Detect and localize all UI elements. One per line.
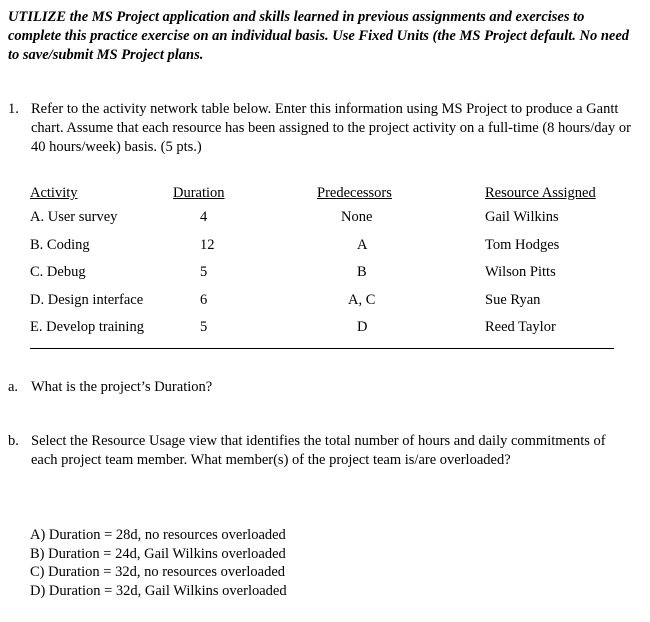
table-row <box>28 264 614 292</box>
cell-predecessors: D <box>357 319 368 335</box>
header-activity: Activity <box>30 185 78 201</box>
question-b-text: Select the Resource Usage view that identifies the total number of hours and daily commitments of each project team member. What member(s) of the project team is/are overloaded? <box>31 433 606 468</box>
cell-predecessors: A, C <box>348 291 376 308</box>
cell-resource: Gail Wilkins <box>485 209 559 225</box>
question-1-text: Refer to the activity network table below. Enter this information using MS Project to produce a Gantt chart. Assume that each resource has been assigned to the project activity on a full-time (8 hours/day or 40 hours/week) basis. (5 pts.) <box>31 101 631 155</box>
table-bottom-rule <box>30 348 614 349</box>
activity-table <box>28 185 614 347</box>
cell-resource: Sue Ryan <box>485 291 541 308</box>
question-1-number: 1. <box>8 101 19 117</box>
cell-resource: Wilson Pitts <box>485 264 556 280</box>
table-header-row <box>28 185 614 209</box>
cell-resource: Reed Taylor <box>485 319 556 335</box>
cell-predecessors: None <box>341 209 373 225</box>
header-predecessors: Predecessors <box>317 185 392 201</box>
instructions-paragraph: UTILIZE the MS Project application and skills learned in previous assignments and exercises to complete this practice exercise on an individual basis. Use Fixed Units (the MS Project default. No need to save/submit MS Project plans. <box>8 9 630 63</box>
choice-d[interactable]: D) Duration = 32d, Gail Wilkins overloaded <box>30 582 287 599</box>
table-row <box>28 237 614 265</box>
cell-duration: 12 <box>200 236 215 253</box>
cell-activity: B. Coding <box>30 236 90 253</box>
header-duration: Duration <box>173 185 225 201</box>
cell-activity: E. Develop training <box>30 319 144 335</box>
cell-activity: D. Design interface <box>30 291 144 308</box>
cell-activity: C. Debug <box>30 264 86 280</box>
cell-predecessors: B <box>357 264 367 280</box>
answer-choices <box>30 526 287 600</box>
cell-duration: 5 <box>200 264 208 280</box>
table-row <box>28 319 614 347</box>
choice-b[interactable]: B) Duration = 24d, Gail Wilkins overloaded <box>30 545 286 562</box>
cell-duration: 4 <box>200 209 208 225</box>
cell-predecessors: A <box>357 236 368 253</box>
choice-a[interactable]: A) Duration = 28d, no resources overloaded <box>30 527 286 543</box>
question-a-text: What is the project’s Duration? <box>31 379 213 395</box>
cell-duration: 6 <box>200 291 208 308</box>
question-a-label: a. <box>8 379 19 395</box>
table-row <box>28 292 614 320</box>
question-b-label: b. <box>8 433 19 449</box>
cell-duration: 5 <box>200 319 208 335</box>
header-resource: Resource Assigned <box>485 185 596 201</box>
cell-activity: A. User survey <box>30 209 118 225</box>
cell-resource: Tom Hodges <box>485 236 560 253</box>
choice-c[interactable]: C) Duration = 32d, no resources overloaded <box>30 564 286 580</box>
table-row <box>28 209 614 237</box>
